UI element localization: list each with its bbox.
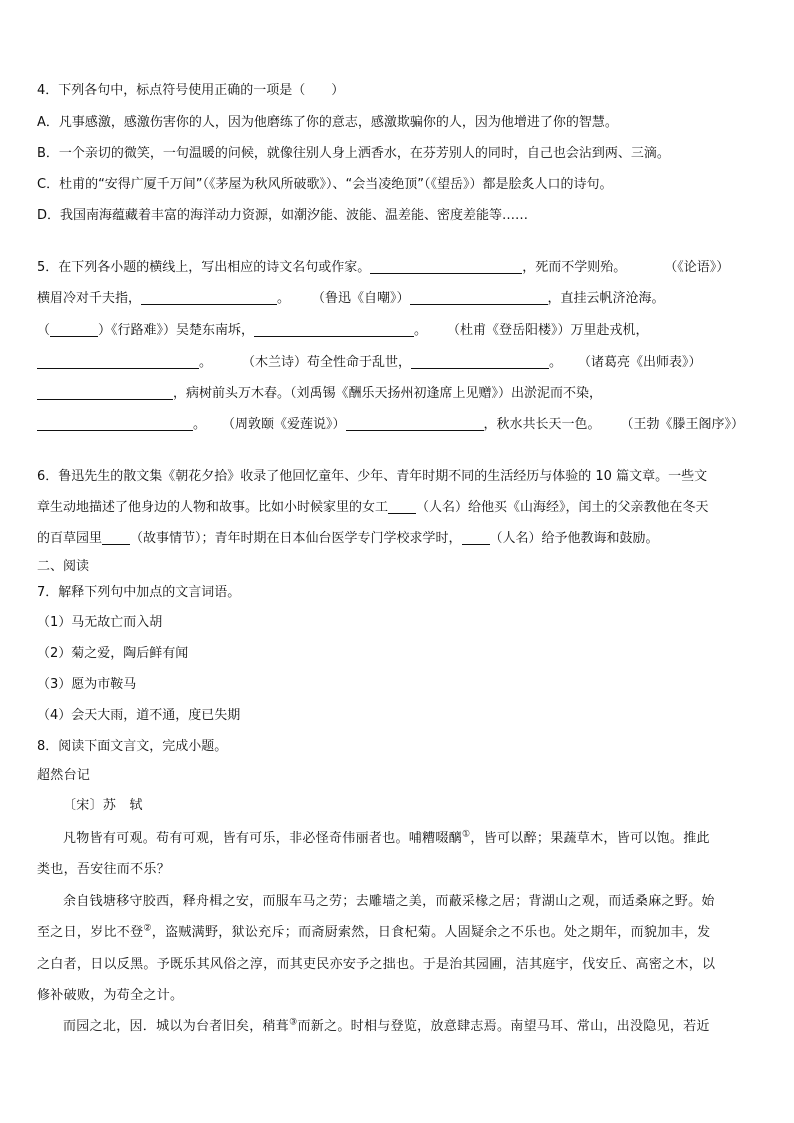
answer-blank[interactable] <box>254 322 414 337</box>
q5-line-5: ，病树前头万木春。（刘禹锡《酬乐天扬州初逢席上见赠》）出淤泥而不染， <box>37 385 602 403</box>
answer-blank[interactable] <box>388 499 416 514</box>
q5-line-6: 。 （周敦颐《爱莲说》） ，秋水共长天一色。 （王勃《滕王阁序》） <box>37 416 744 434</box>
answer-blank[interactable] <box>37 354 199 369</box>
q4-option-d: D．我国南海蕴藏着丰富的海洋动力资源，如潮汐能、波能、温差能、密度差能等…… <box>37 208 529 223</box>
q4-option-a: A．凡事感激，感激伤害你的人，因为他磨练了你的意志，感激欺骗你的人，因为他增进了你的智慧。 <box>37 115 618 130</box>
passage-author: 〔宋〕苏 轼 <box>63 798 143 813</box>
q5-line-4: 。 （木兰诗）苟全性命于乱世， 。 （诸葛亮《出师表》） <box>37 354 702 372</box>
answer-blank[interactable] <box>141 290 277 305</box>
q5-line-1: 5．在下列各小题的横线上，写出相应的诗文名句或作家。 ，死而不学则殆。 （《论语》） <box>37 260 730 275</box>
q8-stem: 8．阅读下面文言文，完成小题。 <box>37 739 228 754</box>
answer-blank[interactable] <box>50 322 98 337</box>
q7-item-3: （3）愿为市鞍马 <box>37 677 137 692</box>
answer-blank[interactable] <box>462 530 490 545</box>
q5-line-3: （ ）《行路难》）吴楚东南坼， 。 （杜甫《登岳阳楼》）万里赴戎机， <box>37 323 649 338</box>
answer-blank[interactable] <box>102 530 130 545</box>
q7-item-1: （1）马无故亡而入胡 <box>37 615 163 630</box>
q4-stem: 4．下列各句中，标点符号使用正确的一项是（ ） <box>37 83 345 98</box>
answer-blank[interactable] <box>370 259 522 274</box>
passage-p2-line-4: 修补破败，为苟全之计。 <box>37 988 184 1003</box>
passage-p3-line-1: 而园之北，因．城以为台者旧矣，稍葺③而新之。时相与登览，放意肆志焉。南望马耳、常山，出没隐见，若近 <box>63 1017 710 1034</box>
answer-blank[interactable] <box>411 354 549 369</box>
answer-blank[interactable] <box>410 290 548 305</box>
footnote-marker: ③ <box>289 1017 298 1028</box>
passage-p2-line-3: 之白者，日以反黑。予既乐其风俗之淳，而其吏民亦安予之拙也。于是治其园圃，洁其庭宇，伐安丘、高密之木，以 <box>37 957 716 972</box>
passage-title: 超然台记 <box>37 768 91 783</box>
q6-line-3: 的百草园里 （故事情节）；青年时期在日本仙台医学专门学校求学时， （人名）给予他教诲和鼓励。 <box>37 531 659 546</box>
answer-blank[interactable] <box>346 416 484 431</box>
q4-option-b: B．一个亲切的微笑，一句温暖的问候，就像往别人身上洒香水，在芬芳别人的同时，自己也会沾到两、三滴。 <box>37 146 670 161</box>
passage-p2-line-1: 余自钱塘移守胶西，释舟楫之安，而服车马之劳；去雕墙之美，而蔽采椽之居；背湖山之观，而适桑麻之野。始 <box>63 894 715 909</box>
passage-p1-line-2: 类也，吾安往而不乐？ <box>37 862 171 877</box>
q7-item-2: （2）菊之爱，陶后鲜有闻 <box>37 646 189 661</box>
q5-line-2: 横眉冷对千夫指， 。 （鲁迅《自嘲》） ，直挂云帆济沧海。 <box>37 291 665 306</box>
passage-p1-line-1: 凡物皆有可观。苟有可观，皆有可乐，非必怪奇伟丽者也。哺糟啜醨①，皆可以醉；果蔬草木，皆可以饱。推此 <box>63 829 710 846</box>
answer-blank[interactable] <box>37 416 193 431</box>
q6-line-2: 章生动地描述了他身边的人物和故事。比如小时候家里的女工 （人名）给他买《山海经》，闰土的父亲教他在冬天 <box>37 500 709 515</box>
answer-blank[interactable] <box>37 385 173 400</box>
q7-item-4: （4）会天大雨，道不通，度已失期 <box>37 708 241 723</box>
q4-option-c: C．杜甫的“安得广厦千万间”（《茅屋为秋风所破歌》）、“会当凌绝顶”（《望岳》）都是脍炙人口的诗句。 <box>37 177 613 192</box>
passage-p2-line-2: 至之日，岁比不登②，盗贼满野，狱讼充斥；而斋厨索然，日食杞菊。人固疑余之不乐也。处之期年，而貌加丰，发 <box>37 923 711 940</box>
q7-stem: 7．解释下列句中加点的文言词语。 <box>37 585 241 600</box>
footnote-marker: ② <box>143 923 152 934</box>
section-heading-reading: 二、阅读 <box>37 559 90 574</box>
q5-stem: 5．在下列各小题的横线上，写出相应的诗文名句或作家。 <box>37 260 371 275</box>
q6-line-1: 6．鲁迅先生的散文集《朝花夕拾》收录了他回忆童年、少年、青年时期不同的生活经历与体验的 10 篇文章。一些文 <box>37 469 708 484</box>
footnote-marker: ① <box>462 829 471 840</box>
